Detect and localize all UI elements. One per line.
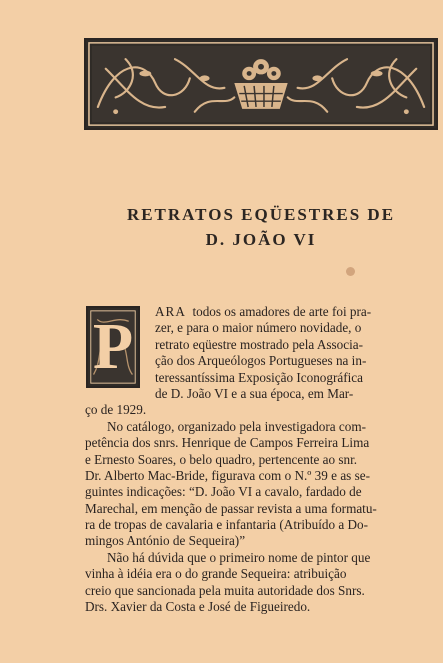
text-line: Marechal, em menção de passar revista a uma formatu- — [85, 500, 377, 516]
title-line-2: D. JOÃO VI — [205, 230, 317, 249]
lead-word: ARA — [155, 304, 186, 319]
text-line: No catálogo, organizado pela investigadora com- — [107, 418, 367, 434]
text-line: teressantíssima Exposição Iconográfica — [155, 369, 363, 385]
text-line: ção dos Arqueólogos Portugueses na in- — [155, 353, 367, 369]
text-line: creio que sancionada pela muita autoridade dos Snrs. — [85, 582, 365, 598]
text-line: Drs. Xavier da Costa e José de Figueiredo. — [85, 599, 311, 615]
text-line-content: todos os amadores de arte foi pra- — [192, 304, 372, 319]
text-line: Dr. Alberto Mac-Bride, figurava com o N.º 39 e as se- — [85, 467, 370, 483]
text-line: e Ernesto Soares, o belo quadro, pertencente ao snr. — [85, 451, 358, 467]
paper-spot — [346, 267, 355, 276]
title-line-1: RETRATOS EQÜESTRES DE — [126, 205, 396, 224]
text-line: zer, e para o maior número novidade, o — [155, 320, 362, 336]
text-line — [155, 304, 438, 320]
article-body — [85, 304, 438, 615]
text-line: de D. João VI e a sua época, em Mar- — [155, 385, 354, 401]
text-line: Não há dúvida que o primeiro nome de pintor que — [107, 549, 371, 565]
text-line: guintes indicações: “D. João VI a cavalo, fardado de — [85, 484, 362, 500]
floral-headpiece-icon — [84, 38, 438, 130]
initial-letter: P — [92, 310, 134, 383]
text-line: vinha à idéia era o do grande Sequeira: atribuição — [85, 566, 347, 582]
text-line: ço de 1929. — [85, 402, 147, 418]
text-line: ra de tropas de cavalaria e infantaria (Atribuído a Do- — [85, 517, 369, 533]
text-line: mingos António de Sequeira)” — [85, 533, 246, 549]
text-line: retrato eqüestre mostrado pela Associa- — [155, 336, 363, 352]
text-line: petência dos snrs. Henrique de Campos Ferreira Lima — [85, 435, 370, 451]
